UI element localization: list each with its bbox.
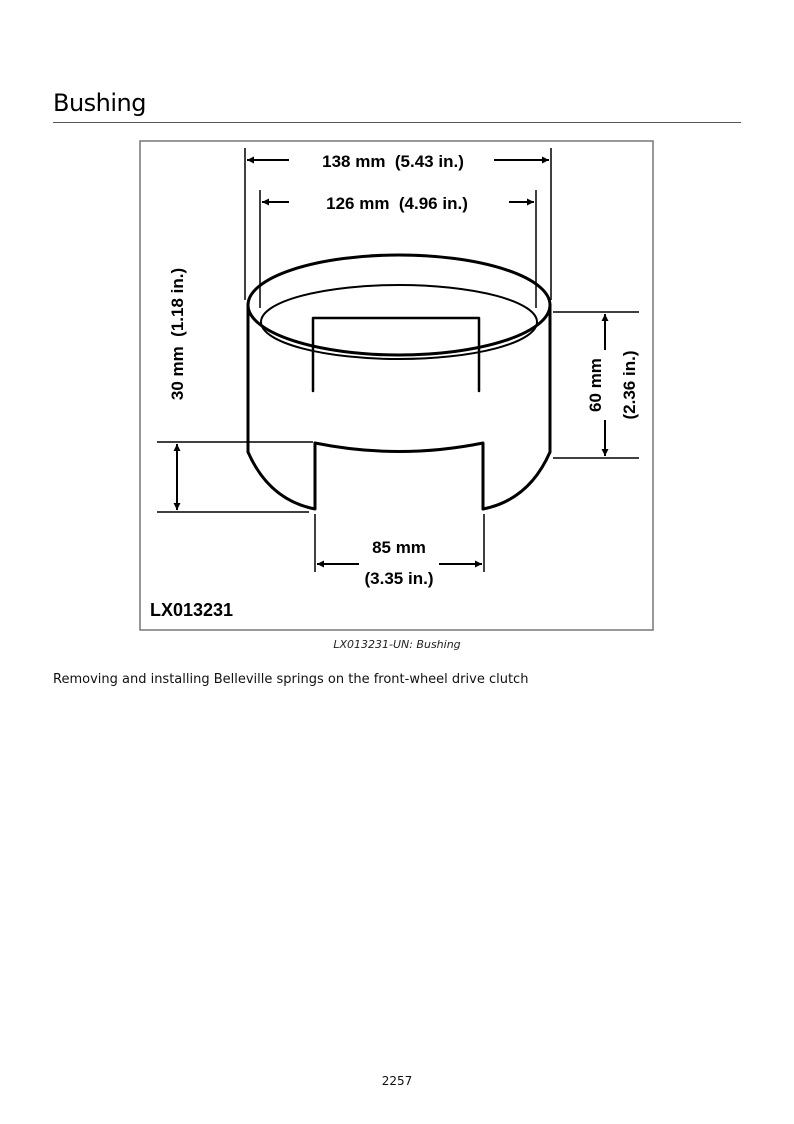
body-paragraph: Removing and installing Belleville springs on the front-wheel drive clutch xyxy=(53,672,529,687)
inner-diameter-label: 126 mm (4.96 in.) xyxy=(326,194,468,213)
height-mm-label: 60 mm xyxy=(586,358,605,412)
bushing-figure xyxy=(139,140,654,631)
outer-diameter-label: 138 mm (5.43 in.) xyxy=(322,152,464,171)
slot-width-mm-label: 85 mm xyxy=(372,538,426,557)
page-number: 2257 xyxy=(381,1074,413,1088)
bushing-diagram xyxy=(139,140,654,631)
slot-width-in-label: (3.35 in.) xyxy=(364,569,434,588)
page-title: Bushing xyxy=(53,89,147,117)
slot-depth-label: 30 mm (1.18 in.) xyxy=(168,267,187,401)
title-divider xyxy=(53,122,741,123)
figure-caption: LX013231-UN: Bushing xyxy=(333,638,461,651)
height-in-label: (2.36 in.) xyxy=(620,350,639,420)
figure-id-label: LX013231 xyxy=(150,600,234,620)
